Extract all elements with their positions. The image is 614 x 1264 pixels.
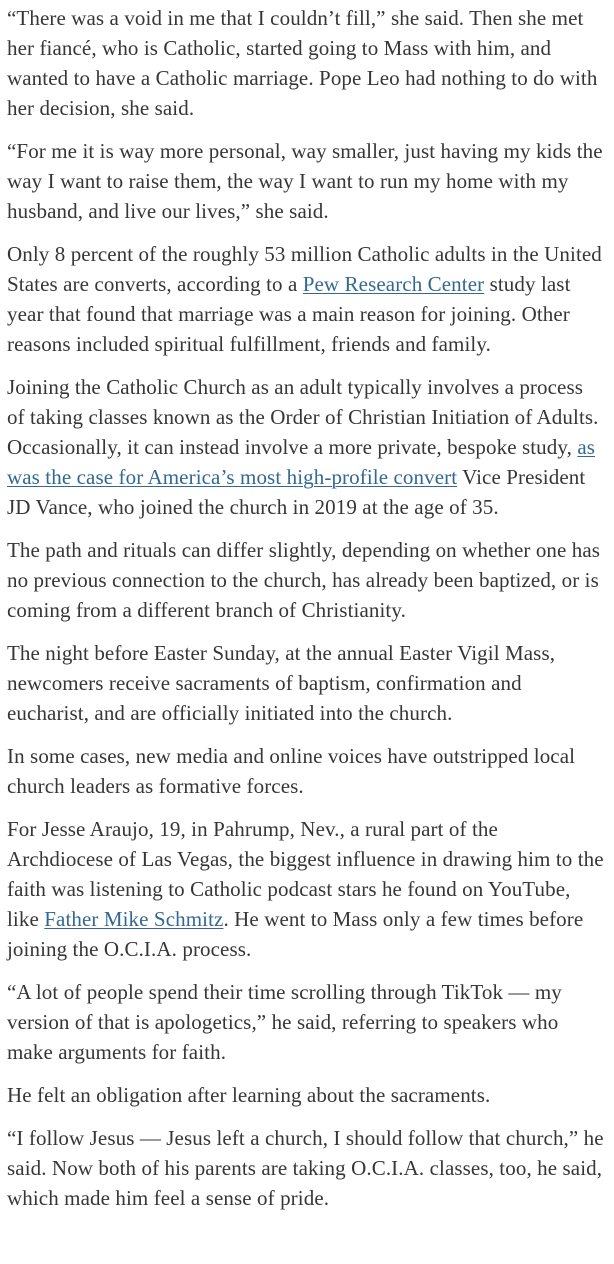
paragraph xyxy=(7,977,606,1067)
paragraph-text: “There was a void in me that I couldn’t fill,” she said. Then she met her fiancé, who is Catholic, started going to Mass with him, and wanted to have a Catholic marriage. Pope Leo had nothing to do with her decision, she said. xyxy=(7,6,598,120)
paragraph-text: In some cases, new media and online voices have outstripped local church leaders as formative forces. xyxy=(7,744,576,798)
paragraph xyxy=(7,535,606,625)
paragraph-text: For Jesse Araujo, 19, in Pahrump, Nev., a rural part of the Archdiocese of Las Vegas, the biggest influence in drawing him to the faith was listening to Catholic podcast stars he found on YouTube, like xyxy=(7,817,604,931)
paragraph-text: “For me it is way more personal, way smaller, just having my kids the way I want to raise them, the way I want to run my home with my husband, and live our lives,” she said. xyxy=(7,139,603,223)
paragraph xyxy=(7,372,606,522)
paragraph-text: Only 8 percent of the roughly 53 million Catholic adults in the United States are converts, according to a xyxy=(7,242,602,296)
paragraph xyxy=(7,1080,606,1110)
paragraph-text: The path and rituals can differ slightly, depending on whether one has no previous connection to the church, has already been baptized, or is coming from a different branch of Christianity. xyxy=(7,538,601,622)
paragraph-text: Vice President JD Vance, who joined the church in 2019 at the age of 35. xyxy=(7,465,586,519)
paragraph-text: He felt an obligation after learning about the sacraments. xyxy=(7,1083,491,1107)
paragraph-text: Joining the Catholic Church as an adult typically involves a process of taking classes known as the Order of Christian Initiation of Adults. Occasionally, it can instead involve a more private, bespoke study, xyxy=(7,375,599,459)
paragraph-text: study last year that found that marriage was a main reason for joining. Other reasons included spiritual fulfillment, friends and family. xyxy=(7,272,571,356)
paragraph-text: The night before Easter Sunday, at the annual Easter Vigil Mass, newcomers receive sacraments of baptism, confirmation and eucharist, and are officially initiated into the church. xyxy=(7,641,556,725)
paragraph xyxy=(7,814,606,964)
paragraph-text: “I follow Jesus — Jesus left a church, I should follow that church,” he said. Now both of his parents are taking O.C.I.A. classes, too, he said, which made him feel a sense of pride. xyxy=(7,1126,604,1210)
paragraph xyxy=(7,1123,606,1213)
paragraph-text: . He went to Mass only a few times before joining the O.C.I.A. process. xyxy=(7,907,584,961)
paragraph xyxy=(7,3,606,123)
paragraph xyxy=(7,741,606,801)
paragraph xyxy=(7,638,606,728)
text-link[interactable]: Father Mike Schmitz xyxy=(44,907,224,931)
paragraph xyxy=(7,136,606,226)
text-link[interactable]: Pew Research Center xyxy=(302,272,485,296)
text-link[interactable]: as was the case for America’s most high-profile convert xyxy=(7,435,596,489)
paragraph-text: “A lot of people spend their time scrolling through TikTok — my version of that is apologetics,” he said, referring to speakers who make arguments for faith. xyxy=(7,980,562,1064)
paragraph xyxy=(7,239,606,359)
